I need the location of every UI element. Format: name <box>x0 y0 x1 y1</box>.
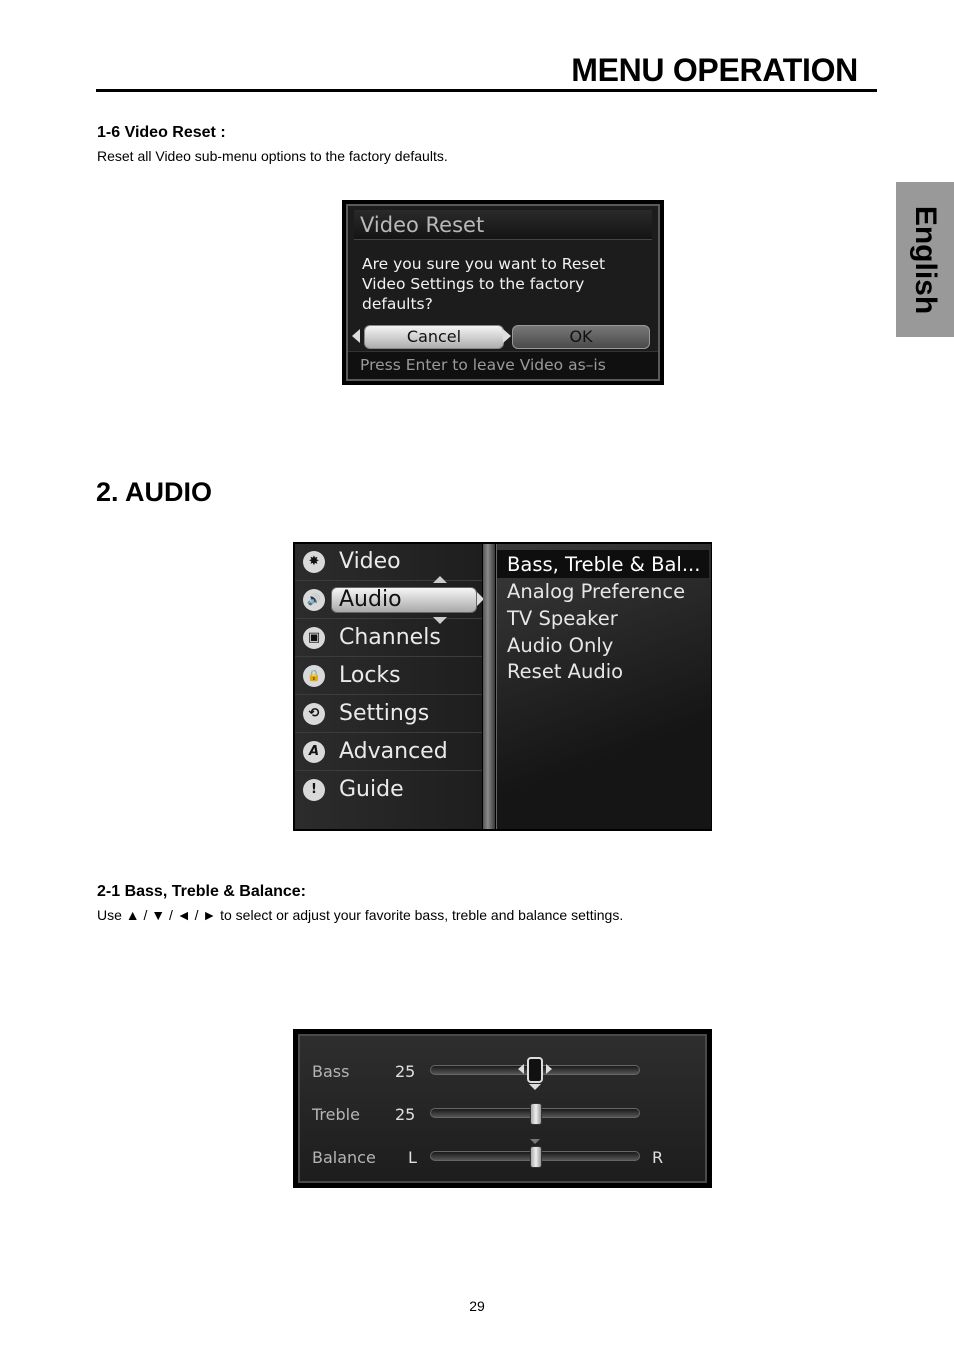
submenu-item-tv-speaker[interactable]: TV Speaker <box>507 607 618 630</box>
page-title: MENU OPERATION <box>571 52 858 88</box>
advanced-icon: A <box>303 741 325 763</box>
video-icon: ✸ <box>303 551 325 573</box>
right-arrow-icon <box>503 329 511 343</box>
section-text-video-reset: Reset all Video sub-menu options to the factory defaults. <box>97 148 448 164</box>
menu-item-channels[interactable] <box>295 620 482 657</box>
page-number: 29 <box>469 1298 485 1314</box>
speaker-icon: 🔊 <box>303 589 325 611</box>
balance-slider-knob[interactable] <box>530 1146 542 1168</box>
menu-item-advanced[interactable] <box>295 734 482 771</box>
balance-right-label: R <box>652 1148 664 1167</box>
settings-icon: ⟲ <box>303 703 325 725</box>
cancel-button[interactable]: Cancel <box>364 325 504 349</box>
menu-item-video[interactable] <box>295 544 482 581</box>
section-heading-video-reset: 1-6 Video Reset : <box>97 124 226 141</box>
treble-slider-knob[interactable] <box>530 1103 542 1125</box>
menu-item-label: Settings <box>339 701 430 726</box>
submenu-item-audio-only[interactable]: Audio Only <box>507 634 614 657</box>
main-menu-list <box>295 544 482 829</box>
tv-icon: ▣ <box>303 627 325 649</box>
left-arrow-icon <box>518 1064 524 1074</box>
balance-slider[interactable] <box>430 1151 640 1161</box>
menu-item-label: Guide <box>339 777 404 802</box>
menu-item-label: Audio <box>339 587 402 612</box>
menu-item-audio[interactable] <box>295 582 482 619</box>
section-heading-audio: 2. AUDIO <box>96 477 213 507</box>
menu-item-label: Advanced <box>339 739 448 764</box>
language-tab-label: English <box>909 205 942 314</box>
up-arrow-icon <box>433 576 447 583</box>
bass-treble-balance-panel <box>293 1029 712 1188</box>
treble-label: Treble <box>312 1105 360 1124</box>
right-arrow-icon <box>546 1064 552 1074</box>
lock-icon: 🔒 <box>303 665 325 687</box>
dialog-frame <box>346 204 660 381</box>
dialog-title: Video Reset <box>354 210 652 240</box>
menu-item-label: Locks <box>339 663 401 688</box>
bass-label: Bass <box>312 1062 350 1081</box>
center-marker-icon <box>530 1139 540 1144</box>
submenu-item-bass-treble-balance[interactable]: Bass, Treble & Bal... <box>507 553 701 576</box>
bass-value: 25 <box>395 1062 416 1081</box>
submenu-item-reset-audio[interactable]: Reset Audio <box>507 660 624 683</box>
menu-divider <box>483 544 495 829</box>
bass-slider-knob[interactable] <box>527 1057 543 1083</box>
dialog-message <box>362 254 652 314</box>
balance-label: Balance <box>312 1148 376 1167</box>
dialog-message-line: Are you sure you want to Reset <box>362 255 606 273</box>
menu-item-settings[interactable] <box>295 696 482 733</box>
audio-menu <box>293 542 712 831</box>
dialog-message-line: defaults? <box>362 295 433 313</box>
dialog-hint: Press Enter to leave Video as–is <box>348 351 658 379</box>
video-reset-dialog <box>342 200 664 385</box>
balance-left-label: L <box>408 1148 417 1167</box>
dialog-message-line: Video Settings to the factory <box>362 275 585 293</box>
section-heading-bass-treble-balance: 2-1 Bass, Treble & Balance: <box>97 883 306 900</box>
slider-panel-frame <box>298 1034 707 1183</box>
guide-icon: ! <box>303 779 325 801</box>
menu-item-label: Video <box>339 549 401 574</box>
menu-item-label: Channels <box>339 625 441 650</box>
language-tab <box>896 182 954 337</box>
section-text-bass-treble-balance: Use ▲ / ▼ / ◄ / ► to select or adjust your favorite bass, treble and balance settings. <box>97 907 624 923</box>
left-arrow-icon <box>352 329 360 343</box>
menu-item-locks[interactable] <box>295 658 482 695</box>
header-rule <box>96 89 877 92</box>
treble-value: 25 <box>395 1105 416 1124</box>
submenu-item-analog-preference[interactable]: Analog Preference <box>507 580 686 603</box>
audio-submenu <box>496 544 711 829</box>
menu-item-guide[interactable] <box>295 772 482 809</box>
ok-button[interactable]: OK <box>512 325 650 349</box>
down-arrow-icon <box>529 1084 541 1090</box>
treble-slider[interactable] <box>430 1108 640 1118</box>
bass-slider[interactable] <box>430 1065 640 1075</box>
